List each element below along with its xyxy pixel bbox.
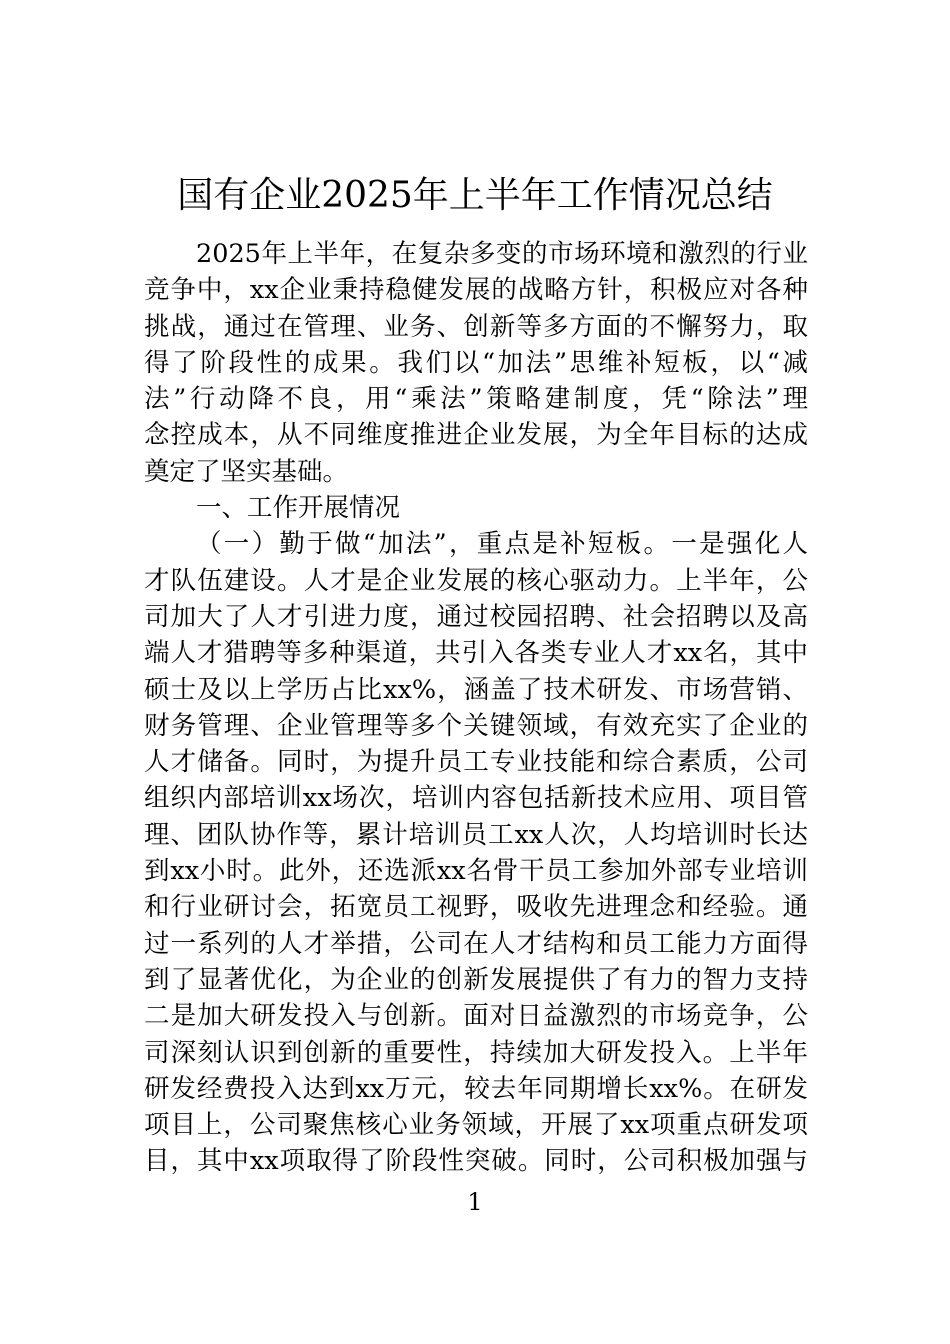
document-body bbox=[144, 236, 808, 1180]
page-number: 1 bbox=[467, 1188, 483, 1216]
text-line: 司深刻认识到创新的重要性，持续加大研发投入。上半年 bbox=[144, 1037, 808, 1068]
text-line: 硕士及以上学历占比xx%，涵盖了技术研发、市场营销、 bbox=[144, 674, 808, 705]
text-line: 财务管理、企业管理等多个关键领域，有效充实了企业的 bbox=[144, 710, 808, 741]
text-line: 过一系列的人才举措，公司在人才结构和员工能力方面得 bbox=[144, 928, 808, 959]
text-line: 到xx小时。此外，还选派xx名骨干员工参加外部专业培训 bbox=[144, 856, 808, 887]
text-line: 项目上，公司聚焦核心业务领域，开展了xx项重点研发项 bbox=[144, 1110, 808, 1141]
text-line: （一）勤于做“加法”，重点是补短板。一是强化人 bbox=[196, 529, 808, 560]
document-title: 国有企业2025年上半年工作情况总结 bbox=[177, 175, 773, 216]
text-line: 研发经费投入达到xx万元，较去年同期增长xx%。在研发 bbox=[144, 1073, 808, 1104]
text-line: 人才储备。同时，为提升员工专业技能和综合素质，公司 bbox=[144, 747, 808, 778]
section-heading: 一、工作开展情况 bbox=[196, 493, 401, 524]
text-line: 挑战，通过在管理、业务、创新等多方面的不懈努力，取 bbox=[144, 311, 808, 342]
text-line: 竞争中，xx企业秉持稳健发展的战略方针，积极应对各种 bbox=[144, 275, 808, 306]
text-line: 念控成本，从不同维度推进企业发展，为全年目标的达成 bbox=[144, 420, 808, 451]
text-line: 端人才猎聘等多种渠道，共引入各类专业人才xx名，其中 bbox=[144, 638, 808, 669]
text-line: 目，其中xx项取得了阶段性突破。同时，公司积极加强与 bbox=[144, 1146, 808, 1177]
text-line: 法”行动降不良，用“乘法”策略建制度，凭“除法”理 bbox=[144, 384, 808, 415]
text-line: 二是加大研发投入与创新。面对日益激烈的市场竞争，公 bbox=[144, 1001, 808, 1032]
text-line: 司加大了人才引进力度，通过校园招聘、社会招聘以及高 bbox=[144, 601, 808, 632]
text-line: 组织内部培训xx场次，培训内容包括新技术应用、项目管 bbox=[144, 783, 808, 814]
text-line: 理、团队协作等，累计培训员工xx人次，人均培训时长达 bbox=[144, 819, 808, 850]
text-line: 得了阶段性的成果。我们以“加法”思维补短板，以“减 bbox=[144, 347, 808, 378]
text-line: 和行业研讨会，拓宽员工视野，吸收先进理念和经验。通 bbox=[144, 892, 808, 923]
text-line: 才队伍建设。人才是企业发展的核心驱动力。上半年，公 bbox=[144, 565, 808, 596]
text-line: 到了显著优化，为企业的创新发展提供了有力的智力支持 bbox=[144, 964, 808, 995]
text-line: 2025年上半年，在复杂多变的市场环境和激烈的行业 bbox=[196, 239, 808, 269]
text-line: 奠定了坚实基础。 bbox=[144, 456, 349, 487]
